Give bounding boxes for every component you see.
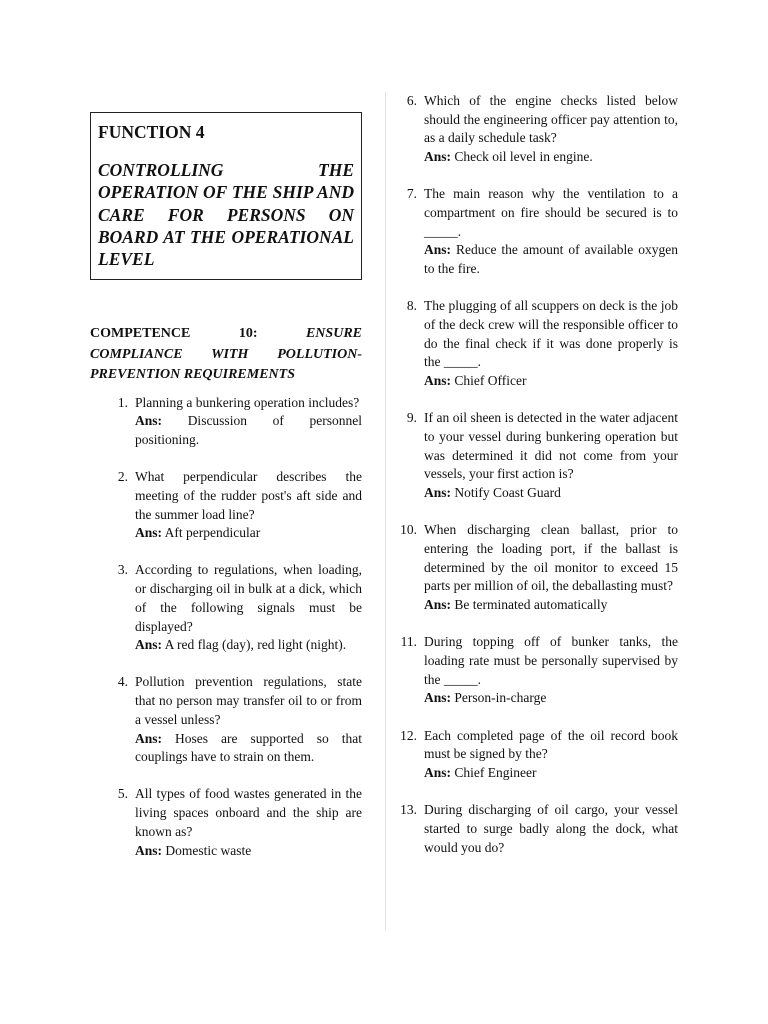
answer bbox=[424, 596, 678, 615]
column-divider bbox=[385, 92, 386, 930]
answer-text: Chief Officer bbox=[454, 373, 527, 389]
answer-text: Aft perpendicular bbox=[164, 525, 261, 541]
answer bbox=[424, 241, 678, 278]
question-body bbox=[424, 92, 678, 167]
question-text: Planning a bunkering operation includes? bbox=[135, 394, 360, 410]
left-column bbox=[90, 112, 362, 879]
question-text: During topping off of bunker tanks, the loading rate must be personally supervised by the _____. bbox=[424, 634, 678, 687]
question-number: 1. bbox=[117, 394, 128, 410]
answer-text: Domestic waste bbox=[165, 842, 252, 858]
question-list-left bbox=[90, 394, 362, 861]
question-text: The main reason why the ventilation to a compartment on fire should be secured is to _____. bbox=[424, 186, 678, 239]
answer-label: Ans: bbox=[135, 730, 163, 746]
question-item bbox=[406, 409, 678, 503]
question-number: 13. bbox=[400, 802, 417, 818]
answer-label: Ans: bbox=[424, 765, 452, 781]
answer-text: A red flag (day), red light (night). bbox=[164, 637, 347, 653]
answer bbox=[424, 372, 678, 391]
question-text: According to regulations, when loading, or discharging oil in bulk at a dick, which of the following signals must be displayed? bbox=[135, 562, 362, 634]
question-text: During discharging of oil cargo, your vessel started to surge badly along the dock, what would you do? bbox=[424, 802, 678, 855]
answer bbox=[424, 764, 678, 783]
question-item bbox=[90, 785, 362, 860]
question-body bbox=[424, 409, 678, 503]
answer bbox=[135, 636, 362, 655]
question-text: What perpendicular describes the meeting of the rudder post's aft side and the summer load line? bbox=[135, 469, 362, 522]
question-text: If an oil sheen is detected in the water adjacent to your vessel during bunkering operation but was determined it did not come from your vessels, your first action is? bbox=[424, 410, 678, 482]
question-item bbox=[90, 394, 362, 450]
answer-label: Ans: bbox=[135, 637, 163, 653]
answer bbox=[135, 524, 362, 543]
question-number: 3. bbox=[117, 562, 128, 578]
question-body bbox=[135, 561, 362, 655]
question-text: The plugging of all scuppers on deck is the job of the deck crew will the responsible officer to do the final check if it was done properly is the _____. bbox=[424, 298, 678, 370]
question-body bbox=[135, 394, 362, 450]
answer-text: Reduce the amount of available oxygen to the fire. bbox=[424, 242, 678, 277]
answer bbox=[135, 412, 362, 449]
right-column bbox=[400, 92, 678, 876]
question-number: 4. bbox=[117, 674, 128, 690]
answer bbox=[135, 730, 362, 767]
question-text: Which of the engine checks listed below should the engineering officer pay attention to, as a daily schedule task? bbox=[424, 93, 678, 146]
answer-label: Ans: bbox=[424, 597, 452, 613]
question-number: 8. bbox=[406, 298, 417, 314]
question-number: 12. bbox=[400, 727, 417, 743]
question-body bbox=[424, 297, 678, 391]
function-title: FUNCTION 4 bbox=[98, 122, 205, 142]
answer bbox=[424, 484, 678, 503]
question-body bbox=[135, 785, 362, 860]
question-body bbox=[424, 185, 678, 279]
question-number: 5. bbox=[117, 786, 128, 802]
question-body bbox=[424, 633, 678, 708]
question-item bbox=[406, 92, 678, 167]
answer-label: Ans: bbox=[424, 149, 452, 165]
question-item bbox=[400, 727, 678, 783]
answer bbox=[424, 148, 678, 167]
answer-label: Ans: bbox=[135, 525, 163, 541]
question-item bbox=[406, 297, 678, 391]
question-number: 11. bbox=[400, 634, 417, 650]
answer-text: Chief Engineer bbox=[454, 765, 537, 781]
answer-label: Ans: bbox=[424, 485, 452, 501]
question-text: Pollution prevention regulations, state that no person may transfer oil to or from a vessel unless? bbox=[135, 674, 362, 727]
question-list-right bbox=[400, 92, 678, 857]
question-body bbox=[135, 673, 362, 767]
answer-label: Ans: bbox=[424, 373, 452, 389]
question-item bbox=[400, 633, 678, 708]
question-number: 6. bbox=[406, 93, 417, 108]
question-number: 7. bbox=[406, 186, 417, 202]
answer-text: Notify Coast Guard bbox=[454, 485, 561, 501]
competence-label: COMPETENCE 10: bbox=[90, 326, 258, 341]
question-item bbox=[90, 561, 362, 655]
question-body bbox=[424, 801, 678, 857]
question-text: Each completed page of the oil record book must be signed by the? bbox=[424, 727, 678, 762]
answer-text: Discussion of personnel positioning. bbox=[135, 413, 363, 447]
question-body bbox=[424, 521, 678, 615]
answer-text: Person-in-charge bbox=[454, 690, 547, 706]
answer-text: Be terminated automatically bbox=[454, 597, 608, 613]
function-box bbox=[90, 112, 362, 280]
answer-label: Ans: bbox=[135, 413, 163, 429]
answer bbox=[424, 689, 678, 708]
answer-label: Ans: bbox=[424, 690, 452, 706]
answer bbox=[135, 842, 362, 861]
question-body bbox=[135, 468, 362, 543]
question-text: All types of food wastes generated in the living spaces onboard and the ship are known as? bbox=[135, 786, 362, 839]
competence-text: ENSURE COMPLIANCE WITH POLLUTION-PREVENTION REQUIREMENTS bbox=[90, 326, 362, 382]
question-item bbox=[90, 673, 362, 767]
answer-label: Ans: bbox=[135, 842, 163, 858]
question-body bbox=[424, 727, 678, 783]
question-item bbox=[90, 468, 362, 543]
question-number: 9. bbox=[406, 410, 417, 426]
question-number: 10. bbox=[400, 522, 417, 538]
answer-label: Ans: bbox=[424, 242, 452, 258]
question-item bbox=[400, 801, 678, 857]
question-item bbox=[406, 185, 678, 279]
competence-heading bbox=[90, 324, 362, 386]
function-subtitle: CONTROLLING THE OPERATION OF THE SHIP AND CARE FOR PERSONS ON BOARD AT THE OPERATIONAL LEVEL bbox=[98, 160, 354, 270]
question-item bbox=[400, 521, 678, 615]
answer-text: Check oil level in engine. bbox=[454, 149, 593, 165]
question-text: When discharging clean ballast, prior to entering the loading port, if the ballast is determined by the oil monitor to exceed 15 parts per million of oil, the deballasting must? bbox=[424, 522, 678, 594]
answer-text: Hoses are supported so that couplings have to strain on them. bbox=[135, 730, 363, 765]
question-number: 2. bbox=[117, 469, 128, 485]
